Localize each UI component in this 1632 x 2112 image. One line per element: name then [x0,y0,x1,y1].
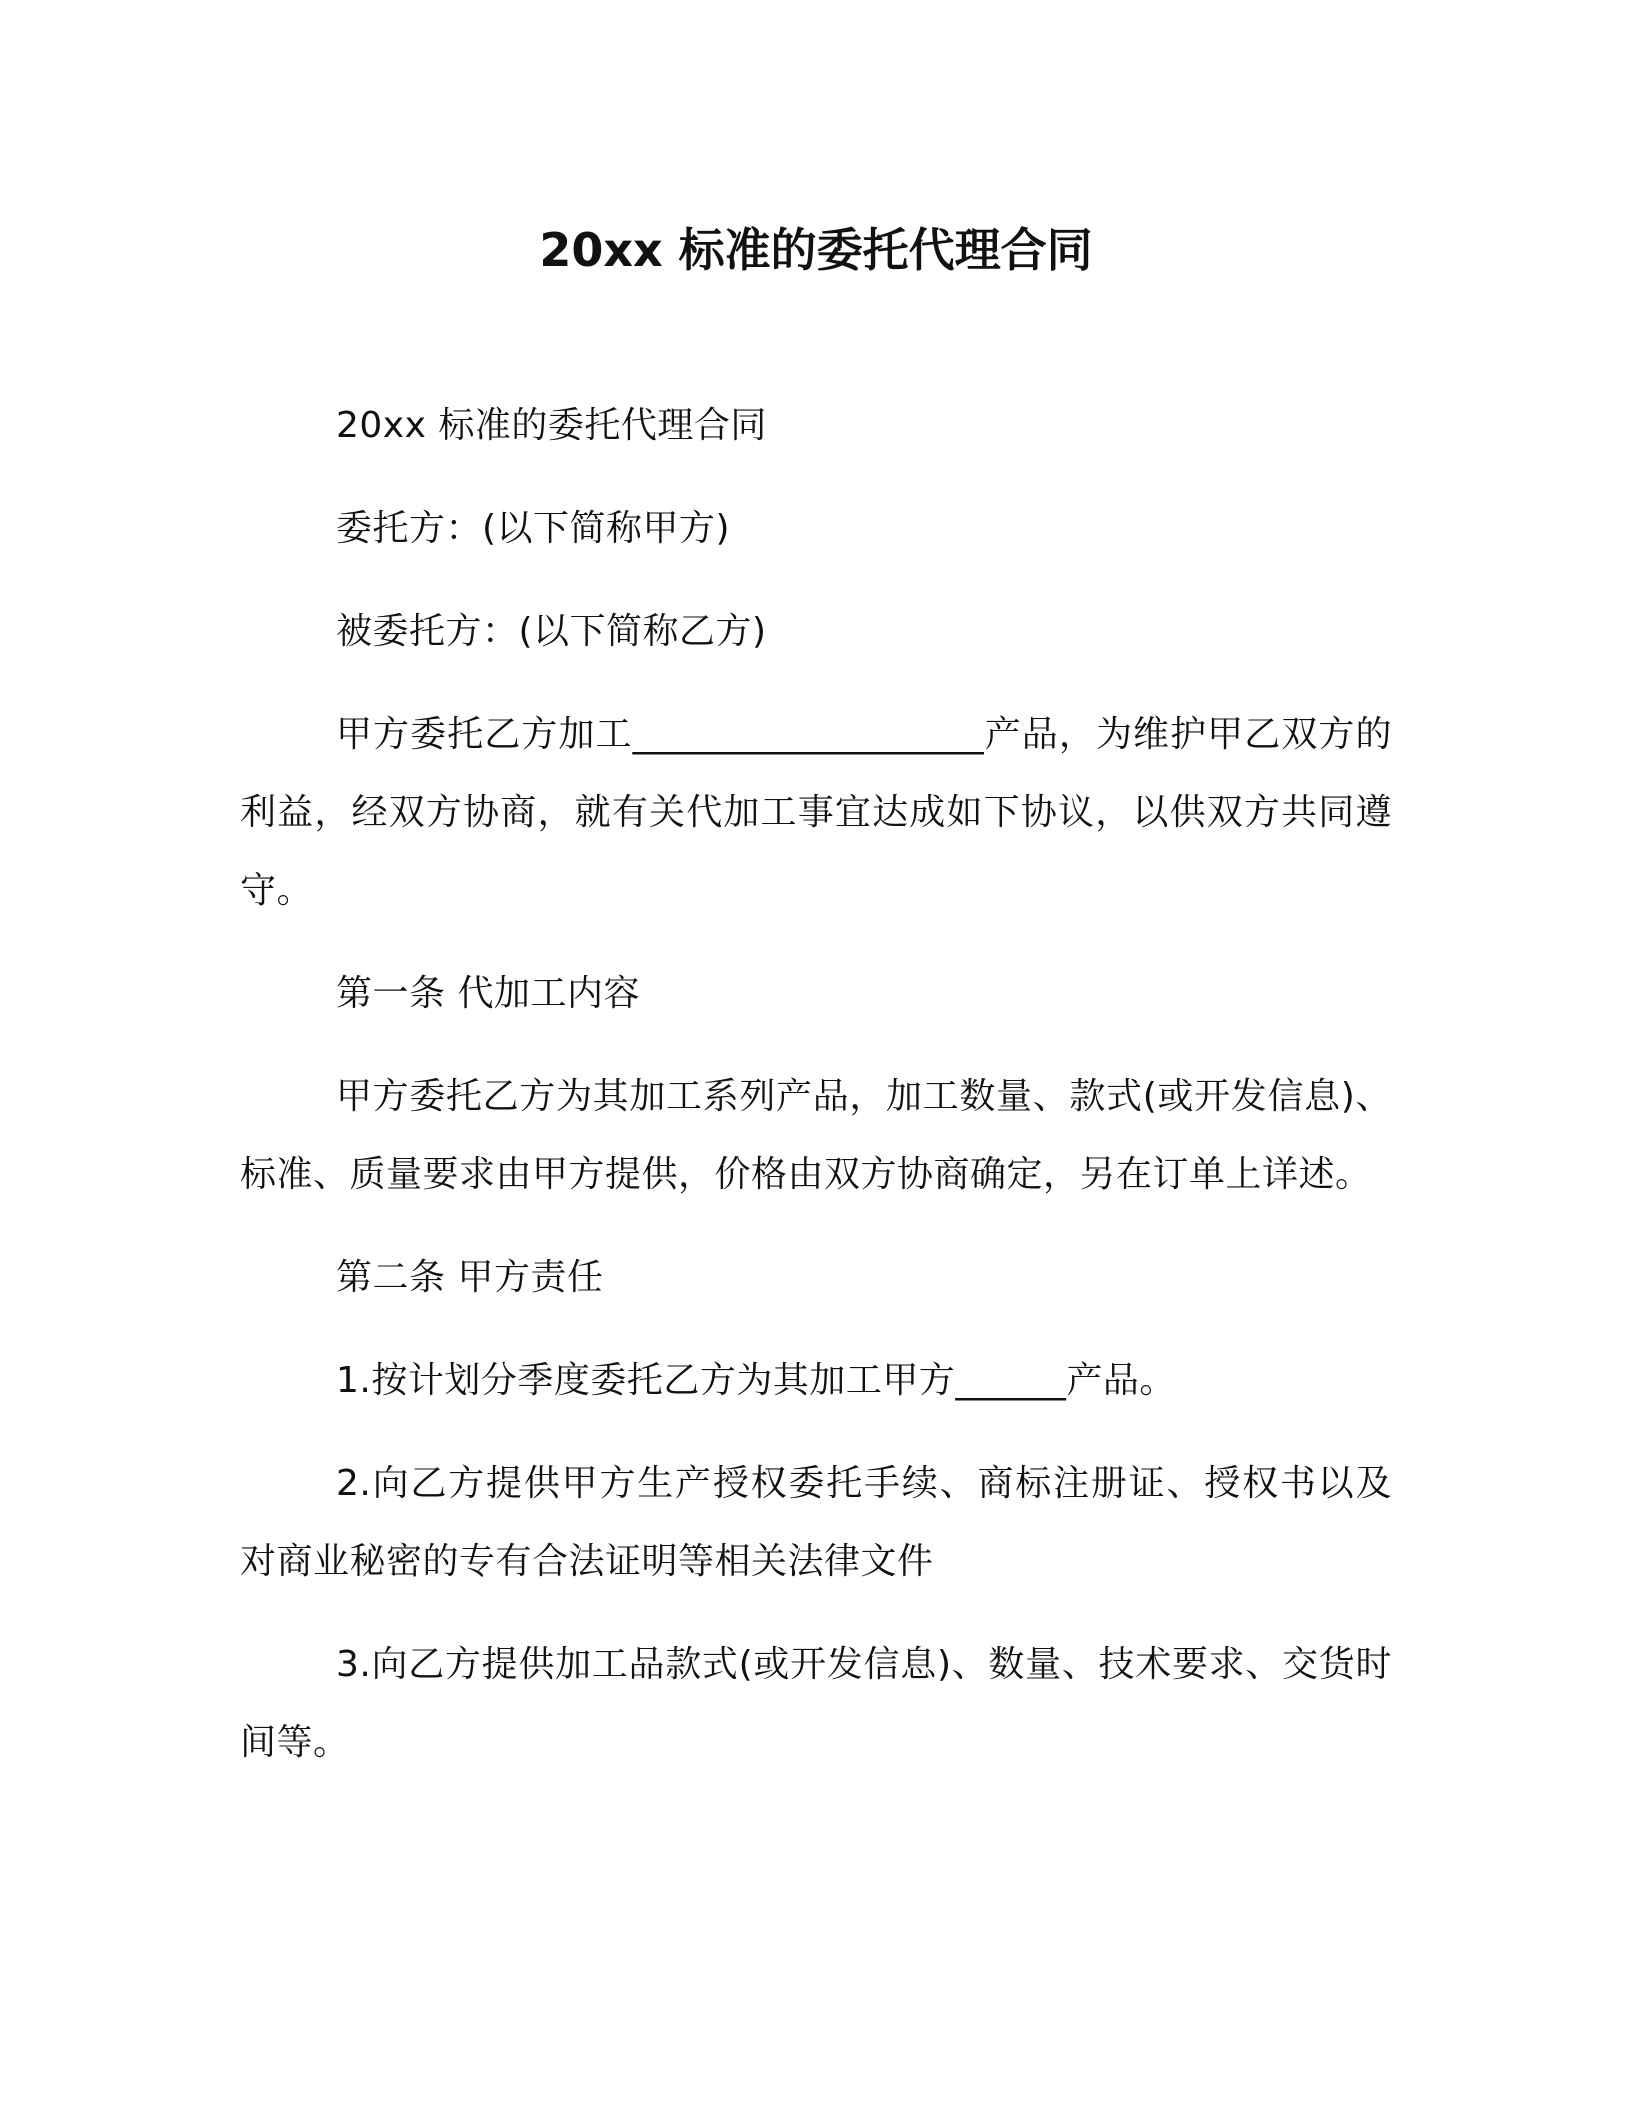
clause-item-3: 3.向乙方提供加工品款式(或开发信息)、数量、技术要求、交货时间等。 [240,1644,1392,1763]
paragraph-subtitle: 20xx 标准的委托代理合同 [336,405,767,446]
clause-item-2: 2.向乙方提供甲方生产授权委托手续、商标注册证、授权书以及对商业秘密的专有合法证明等相关法律文件 [240,1463,1392,1582]
paragraph-processing-content: 甲方委托乙方为其加工系列产品，加工数量、款式(或开发信息)、标准、质量要求由甲方提供，价格由双方协商确定，另在订单上详述。 [240,1076,1392,1195]
clause-item-1: 1.按计划分季度委托乙方为其加工甲方______产品。 [336,1360,1176,1401]
section-heading-2: 第二条 甲方责任 [336,1257,604,1298]
paragraph-preamble: 甲方委托乙方加工___________________产品，为维护甲乙双方的利益，经双方协商，就有关代加工事宜达成如下协议，以供双方共同遵守。 [240,714,1392,911]
section-heading-1: 第一条 代加工内容 [336,973,640,1014]
paragraph-contractor: 被委托方：(以下简称乙方) [336,611,767,652]
paragraph-client: 委托方：(以下简称甲方) [336,508,731,549]
document-title: 20xx 标准的委托代理合同 [539,223,1093,277]
